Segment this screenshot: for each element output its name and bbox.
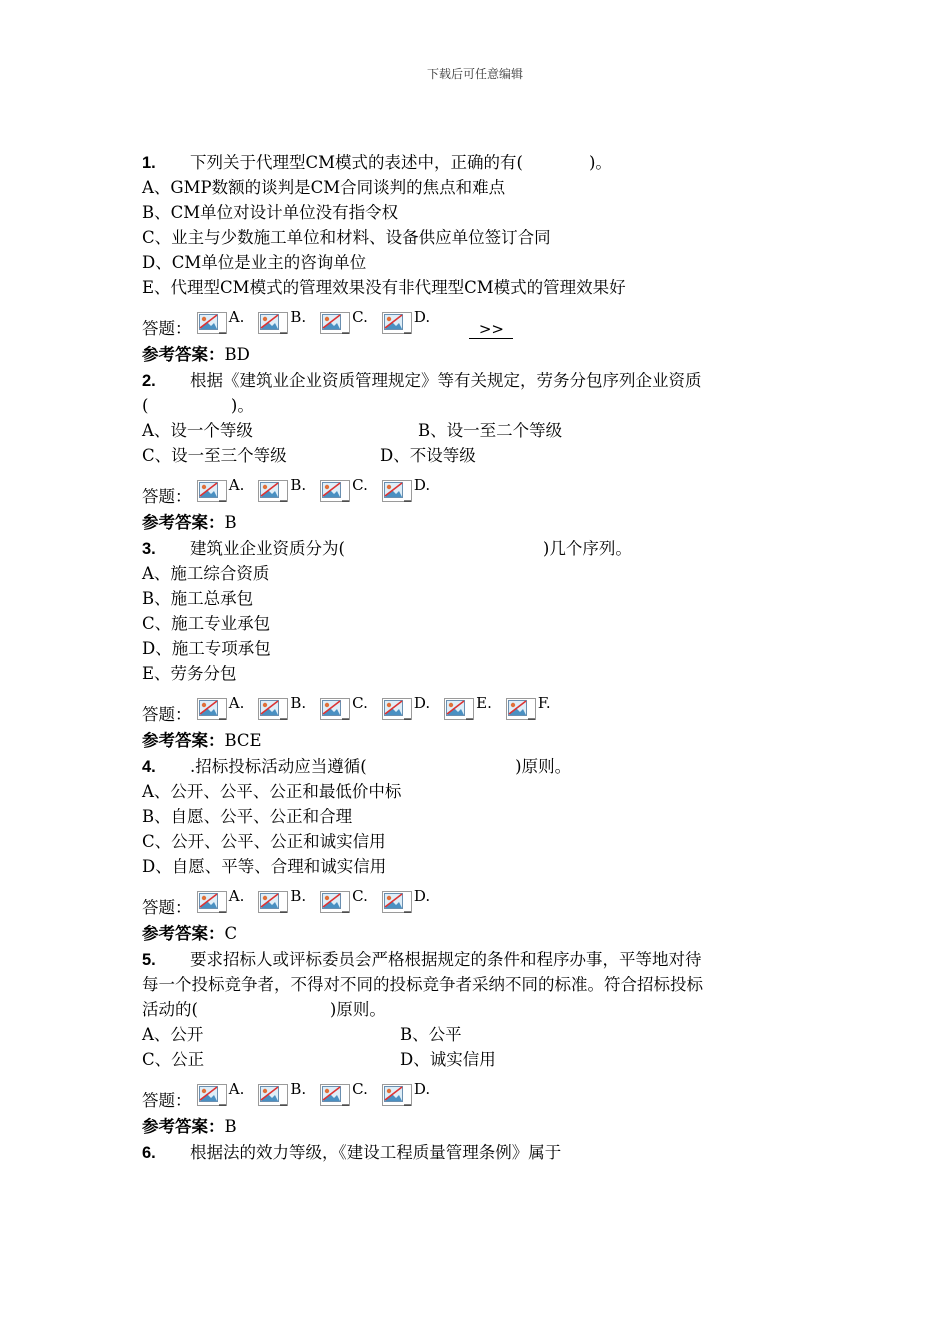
reference-answer-label: 参考答案： — [142, 1117, 225, 1136]
option: A、施工综合资质 — [142, 564, 270, 583]
choice-option[interactable] — [197, 1072, 255, 1106]
question-number: 3. — [142, 540, 156, 558]
option: C、设一至三个等级 — [142, 446, 287, 465]
broken-image-icon — [444, 698, 474, 720]
answer-label: 答题： — [142, 898, 192, 917]
broken-image-icon — [382, 312, 412, 334]
choice-label: D. — [413, 476, 431, 494]
broken-image-icon — [258, 312, 288, 334]
choice-label: B. — [290, 476, 307, 494]
choice-option[interactable] — [197, 468, 255, 502]
choice-option[interactable] — [197, 879, 255, 913]
choice-option[interactable] — [444, 686, 502, 720]
option: C、公正 — [142, 1050, 205, 1069]
question-stem: 根据法的效力等级，《建设工程质量管理条例》属于 — [190, 1143, 562, 1162]
reference-answer-value: C — [224, 924, 238, 943]
question-number: 4. — [142, 758, 156, 776]
reference-answer — [142, 728, 822, 754]
reference-answer-label: 参考答案： — [142, 513, 225, 532]
question-3 — [142, 536, 822, 754]
option: B、CM单位对设计单位没有指令权 — [142, 203, 399, 222]
option: A、公开、公平、公正和最低价中标 — [142, 782, 402, 801]
answer-label: 答题： — [142, 1091, 192, 1110]
question-stem-continued: 每一个投标竞争者，不得对不同的投标竞争者采纳不同的标准。符合招标投标 — [142, 975, 703, 994]
question-stem: 建筑业企业资质分为( )几个序列。 — [190, 539, 632, 558]
question-number: 6. — [142, 1144, 156, 1162]
broken-image-icon — [382, 698, 412, 720]
option: C、施工专业承包 — [142, 614, 271, 633]
choice-option[interactable] — [382, 468, 440, 502]
question-number: 2. — [142, 372, 156, 390]
question-number: 5. — [142, 951, 156, 969]
choice-option[interactable] — [320, 879, 378, 913]
reference-answer-label: 参考答案： — [142, 731, 225, 750]
choice-label: D. — [413, 308, 431, 326]
question-5 — [142, 947, 822, 1140]
choice-label: A. — [228, 308, 245, 326]
option: D、诚实信用 — [400, 1050, 496, 1069]
broken-image-icon — [258, 480, 288, 502]
answer-label: 答题： — [142, 319, 192, 338]
choice-option[interactable] — [197, 686, 255, 720]
choice-label: D. — [413, 1080, 431, 1098]
broken-image-icon — [258, 1084, 288, 1106]
question-stem: 根据《建筑业企业资质管理规定》等有关规定，劳务分包序列企业资质 — [190, 371, 702, 390]
choice-label: D. — [413, 887, 431, 905]
broken-image-icon — [506, 698, 536, 720]
reference-answer — [142, 342, 822, 368]
choice-label: C. — [352, 308, 368, 326]
broken-image-icon — [320, 1084, 350, 1106]
choice-option[interactable] — [320, 468, 378, 502]
answer-row — [142, 1072, 822, 1110]
question-1 — [142, 150, 822, 368]
reference-answer-value: B — [224, 1117, 237, 1136]
question-stem: .招标投标活动应当遵循( )原则。 — [190, 757, 572, 776]
answer-row — [142, 686, 822, 724]
reference-answer-label: 参考答案： — [142, 924, 225, 943]
option: A、公开 — [142, 1025, 204, 1044]
broken-image-icon — [320, 312, 350, 334]
option: C、业主与少数施工单位和材料、设备供应单位签订合同 — [142, 228, 551, 247]
question-stem: 下列关于代理型CM模式的表述中，正确的有( )。 — [190, 153, 612, 172]
choice-option[interactable] — [506, 686, 561, 720]
option: E、劳务分包 — [142, 664, 237, 683]
option: A、设一个等级 — [142, 421, 253, 440]
reference-answer-value: BD — [224, 345, 250, 364]
choice-label: C. — [352, 1080, 368, 1098]
broken-image-icon — [197, 891, 227, 913]
broken-image-icon — [382, 480, 412, 502]
broken-image-icon — [197, 698, 227, 720]
choice-label: A. — [228, 476, 245, 494]
choice-option[interactable] — [258, 300, 316, 334]
choice-option[interactable] — [258, 879, 316, 913]
question-stem-continued: 活动的( )原则。 — [142, 1000, 386, 1019]
option: E、代理型CM模式的管理效果没有非代理型CM模式的管理效果好 — [142, 278, 626, 297]
choice-option[interactable] — [320, 686, 378, 720]
choice-label: C. — [352, 887, 368, 905]
reference-answer — [142, 1114, 822, 1140]
choice-option[interactable] — [382, 686, 440, 720]
broken-image-icon — [382, 891, 412, 913]
option: D、不设等级 — [380, 446, 476, 465]
reference-answer-value: B — [224, 513, 237, 532]
reference-answer — [142, 510, 822, 536]
broken-image-icon — [258, 698, 288, 720]
choice-option[interactable] — [258, 686, 316, 720]
broken-image-icon — [258, 891, 288, 913]
choice-label: B. — [290, 694, 307, 712]
answer-row — [142, 879, 822, 917]
option: B、设一至二个等级 — [418, 421, 563, 440]
choice-option[interactable] — [320, 1072, 378, 1106]
option: D、CM单位是业主的咨询单位 — [142, 253, 367, 272]
option: B、施工总承包 — [142, 589, 254, 608]
choice-option[interactable] — [320, 300, 378, 334]
question-2 — [142, 368, 822, 536]
choice-label: C. — [352, 476, 368, 494]
answer-row — [142, 300, 822, 338]
choice-label: C. — [352, 694, 368, 712]
broken-image-icon — [197, 1084, 227, 1106]
choice-label: A. — [228, 694, 245, 712]
choice-option[interactable] — [197, 300, 255, 334]
choice-label: B. — [290, 887, 307, 905]
option: A、GMP数额的谈判是CM合同谈判的焦点和难点 — [142, 178, 506, 197]
option: C、公开、公平、公正和诚实信用 — [142, 832, 386, 851]
page-header: 下载后可任意编辑 — [426, 67, 523, 81]
reference-answer — [142, 921, 822, 947]
choice-label: D. — [413, 694, 431, 712]
reference-answer-value: BCE — [224, 731, 262, 750]
choice-option[interactable] — [382, 1072, 440, 1106]
option: D、自愿、平等、合理和诚实信用 — [142, 857, 387, 876]
option: B、自愿、公平、公正和合理 — [142, 807, 353, 826]
choice-option[interactable] — [382, 300, 440, 334]
broken-image-icon — [320, 891, 350, 913]
choice-label: B. — [290, 1080, 307, 1098]
choice-option[interactable] — [258, 468, 316, 502]
question-4 — [142, 754, 822, 947]
choice-label: F. — [537, 694, 551, 712]
broken-image-icon — [320, 698, 350, 720]
answer-label: 答题： — [142, 705, 192, 724]
choice-label: A. — [228, 1080, 245, 1098]
answer-label: 答题： — [142, 487, 192, 506]
broken-image-icon — [197, 480, 227, 502]
choice-label: E. — [476, 694, 492, 712]
option: B、公平 — [400, 1025, 462, 1044]
question-stem-continued: ( )。 — [142, 396, 254, 415]
question-stem: 要求招标人或评标委员会严格根据规定的条件和程序办事，平等地对待 — [190, 950, 702, 969]
choice-label: B. — [290, 308, 307, 326]
question-number: 1. — [142, 154, 156, 172]
next-link[interactable]: >> — [469, 320, 513, 339]
choice-option[interactable] — [258, 1072, 316, 1106]
answer-row — [142, 468, 822, 506]
question-6 — [142, 1140, 822, 1165]
choice-label: A. — [228, 887, 245, 905]
reference-answer-label: 参考答案： — [142, 345, 225, 364]
broken-image-icon — [382, 1084, 412, 1106]
choice-option[interactable] — [382, 879, 440, 913]
option: D、施工专项承包 — [142, 639, 271, 658]
document-body — [142, 150, 822, 1165]
broken-image-icon — [197, 312, 227, 334]
broken-image-icon — [320, 480, 350, 502]
